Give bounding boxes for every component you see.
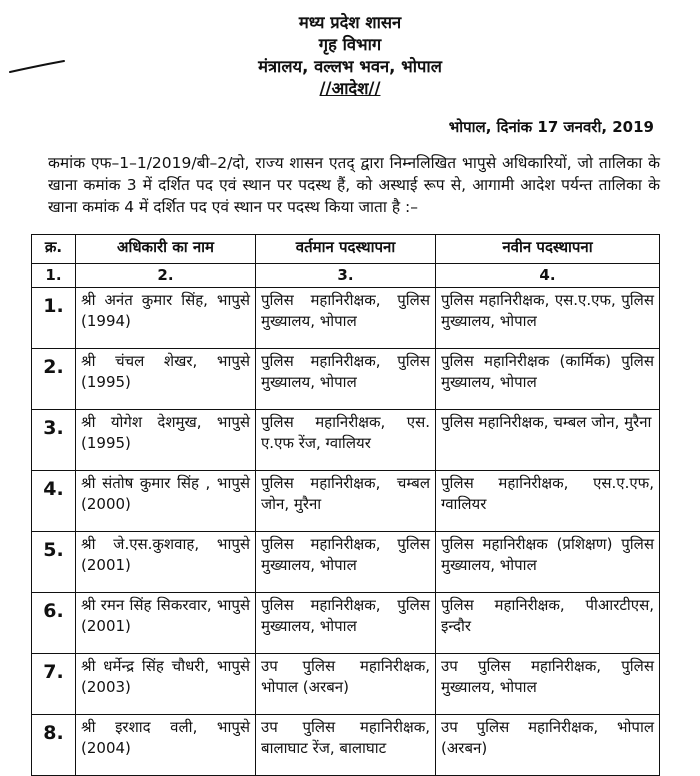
- row-serial: 4.: [32, 471, 76, 532]
- header-ministry: मंत्रालय, वल्लभ भवन, भोपाल: [258, 57, 442, 76]
- row-serial: 5.: [32, 532, 76, 593]
- current-posting: उप पुलिस महानिरीक्षक, भोपाल (अरबन): [256, 654, 436, 715]
- new-posting: उप पुलिस महानिरीक्षक, पुलिस मुख्यालय, भोपाल: [436, 654, 660, 715]
- header-department: गृह विभाग: [318, 35, 382, 54]
- column-header-name: अधिकारी का नाम: [76, 235, 256, 264]
- officer-name: श्री जे.एस.कुशवाह, भापुसे (2001): [76, 532, 256, 593]
- current-posting: पुलिस महानिरीक्षक, पुलिस मुख्यालय, भोपाल: [256, 593, 436, 654]
- officer-name: श्री संतोष कुमार सिंह , भापुसे (2000): [76, 471, 256, 532]
- table-header-row: [32, 235, 660, 264]
- header-government: मध्य प्रदेश शासन: [298, 13, 402, 32]
- officer-name: श्री योगेश देशमुख, भापुसे (1995): [76, 410, 256, 471]
- document-header: [0, 12, 700, 100]
- table-row: [32, 593, 660, 654]
- officer-name: श्री धर्मेन्द्र सिंह चौधरी, भापुसे (2003): [76, 654, 256, 715]
- current-posting: पुलिस महानिरीक्षक, पुलिस मुख्यालय, भोपाल: [256, 532, 436, 593]
- current-posting: पुलिस महानिरीक्षक, एस. ए.एफ रेंज, ग्वालियर: [256, 410, 436, 471]
- column-number: 3.: [256, 264, 436, 288]
- officer-name: श्री चंचल शेखर, भापुसे (1995): [76, 349, 256, 410]
- row-serial: 7.: [32, 654, 76, 715]
- table-row: [32, 410, 660, 471]
- new-posting: पुलिस महानिरीक्षक, चम्बल जोन, मुरैना: [436, 410, 660, 471]
- header-order-title: //आदेश//: [319, 79, 381, 98]
- table-row: [32, 715, 660, 776]
- transfer-table: [31, 234, 660, 776]
- officer-name: श्री अनंत कुमार सिंह, भापुसे (1994): [76, 288, 256, 349]
- document-date: भोपाल, दिनांक 17 जनवरी, 2019: [448, 118, 654, 136]
- column-number-row: [32, 264, 660, 288]
- current-posting: पुलिस महानिरीक्षक, चम्बल जोन, मुरैना: [256, 471, 436, 532]
- officer-name: श्री इरशाद वली, भापुसे (2004): [76, 715, 256, 776]
- column-number: 1.: [32, 264, 76, 288]
- officer-name: श्री रमन सिंह सिकरवार, भापुसे (2001): [76, 593, 256, 654]
- new-posting: पुलिस महानिरीक्षक (कार्मिक) पुलिस मुख्यालय, भोपाल: [436, 349, 660, 410]
- column-number: 4.: [436, 264, 660, 288]
- table-row: [32, 654, 660, 715]
- current-posting: पुलिस महानिरीक्षक, पुलिस मुख्यालय, भोपाल: [256, 349, 436, 410]
- row-serial: 8.: [32, 715, 76, 776]
- current-posting: पुलिस महानिरीक्षक, पुलिस मुख्यालय, भोपाल: [256, 288, 436, 349]
- table-row: [32, 532, 660, 593]
- order-paragraph: कमांक एफ–1–1/2019/बी–2/दो, राज्य शासन एतद् द्वारा निम्नलिखित भापुसे अधिकारियों, जो तालिका के खाना कमांक 3 में दर्शित पद एवं स्थान पर पदस्थ हैं, को अस्थाई रूप से, आगामी आदेश पर्यन्त तालिका के खाना कमांक 4 में दर्शित पद एवं स्थान पर पदस्थ किया जाता है :–: [48, 154, 660, 216]
- column-number: 2.: [76, 264, 256, 288]
- row-serial: 1.: [32, 288, 76, 349]
- new-posting: उप पुलिस महानिरीक्षक, भोपाल (अरबन): [436, 715, 660, 776]
- new-posting: पुलिस महानिरीक्षक, पीआरटीएस, इन्दौर: [436, 593, 660, 654]
- table-row: [32, 288, 660, 349]
- row-serial: 2.: [32, 349, 76, 410]
- new-posting: पुलिस महानिरीक्षक, एस.ए.एफ, पुलिस मुख्यालय, भोपाल: [436, 288, 660, 349]
- row-serial: 3.: [32, 410, 76, 471]
- table-row: [32, 471, 660, 532]
- column-header-new-posting: नवीन पदस्थापना: [436, 235, 660, 264]
- new-posting: पुलिस महानिरीक्षक, एस.ए.एफ, ग्वालियर: [436, 471, 660, 532]
- table-row: [32, 349, 660, 410]
- column-header-sn: क्र.: [32, 235, 76, 264]
- new-posting: पुलिस महानिरीक्षक (प्रशिक्षण) पुलिस मुख्यालय, भोपाल: [436, 532, 660, 593]
- current-posting: उप पुलिस महानिरीक्षक, बालाघाट रेंज, बालाघाट: [256, 715, 436, 776]
- column-header-current-posting: वर्तमान पदस्थापना: [256, 235, 436, 264]
- row-serial: 6.: [32, 593, 76, 654]
